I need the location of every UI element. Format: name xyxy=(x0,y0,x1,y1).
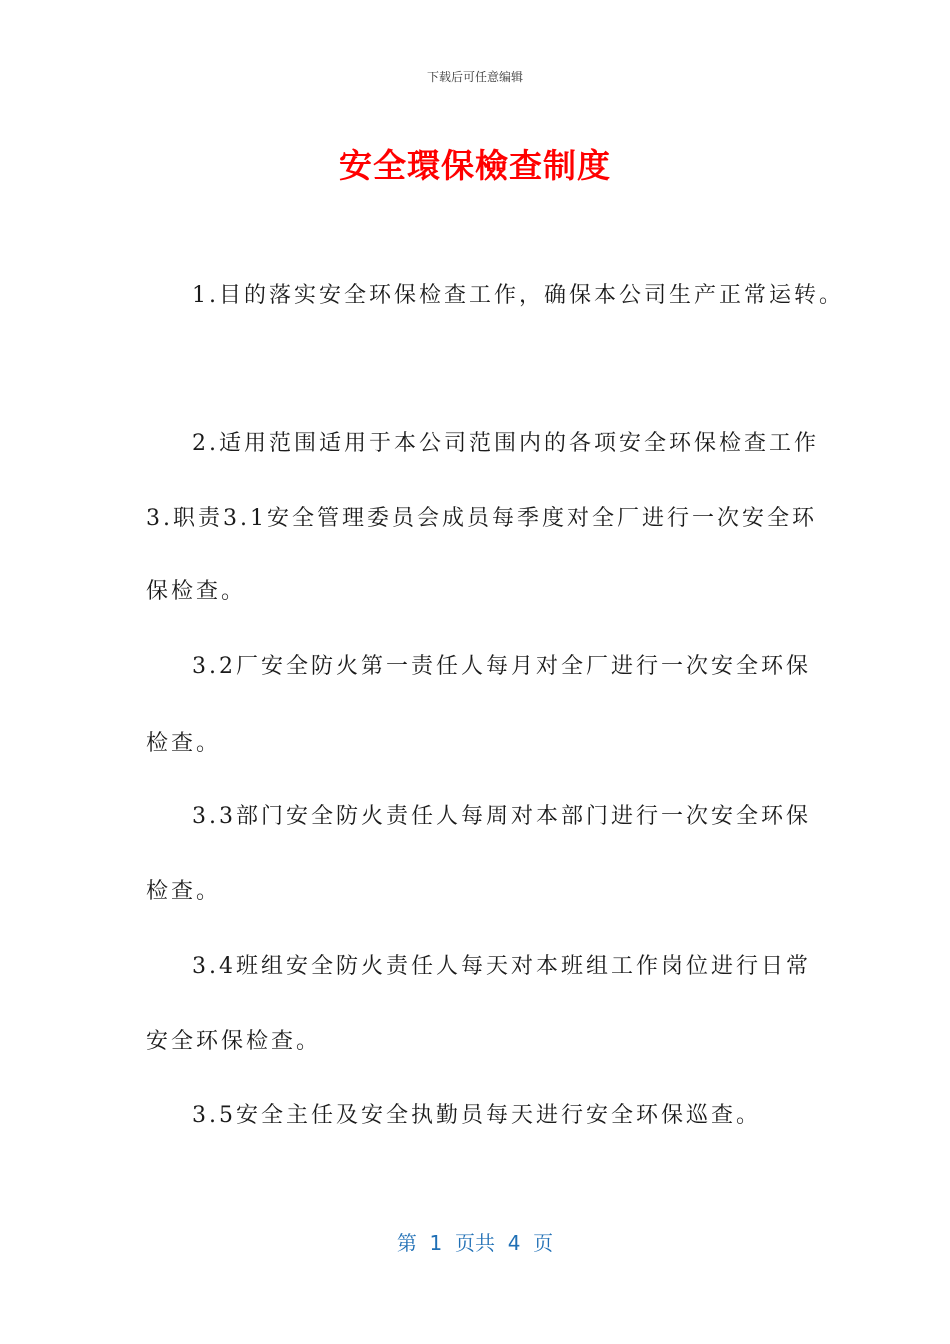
paragraph-duty-3-5: 3.5安全主任及安全执勤员每天进行安全环保巡查。 xyxy=(192,1103,761,1128)
paragraph-duty-3-4-cont: 安全环保检查。 xyxy=(146,1029,322,1054)
paragraph-duty-3-3: 3.3部门安全防火责任人每周对本部门进行一次安全环保 xyxy=(192,804,811,829)
document-title: 安全環保檢查制度 xyxy=(339,146,611,185)
header-note: 下载后可任意编辑 xyxy=(426,70,523,84)
paragraph-purpose: 1.目的落实安全环保检查工作，确保本公司生产正常运转。 xyxy=(192,283,844,308)
paragraph-duty-3-4: 3.4班组安全防火责任人每天对本班组工作岗位进行日常 xyxy=(192,954,811,979)
paragraph-duty-3-3-cont: 检查。 xyxy=(146,879,222,904)
paragraph-duty-3-2-cont: 检查。 xyxy=(146,731,222,756)
paragraph-duties-line: 3.职责3.1安全管理委员会成员每季度对全厂进行一次安全环 xyxy=(146,506,817,531)
paragraph-duty-3-2: 3.2厂安全防火第一责任人每月对全厂进行一次安全环保 xyxy=(192,654,811,679)
paragraph-duties-line: 保检查。 xyxy=(146,579,247,604)
page-footer: 第 1 页共 4 页 xyxy=(396,1231,554,1255)
paragraph-scope: 2.适用范围适用于本公司范围内的各项安全环保检查工作 xyxy=(192,431,819,456)
